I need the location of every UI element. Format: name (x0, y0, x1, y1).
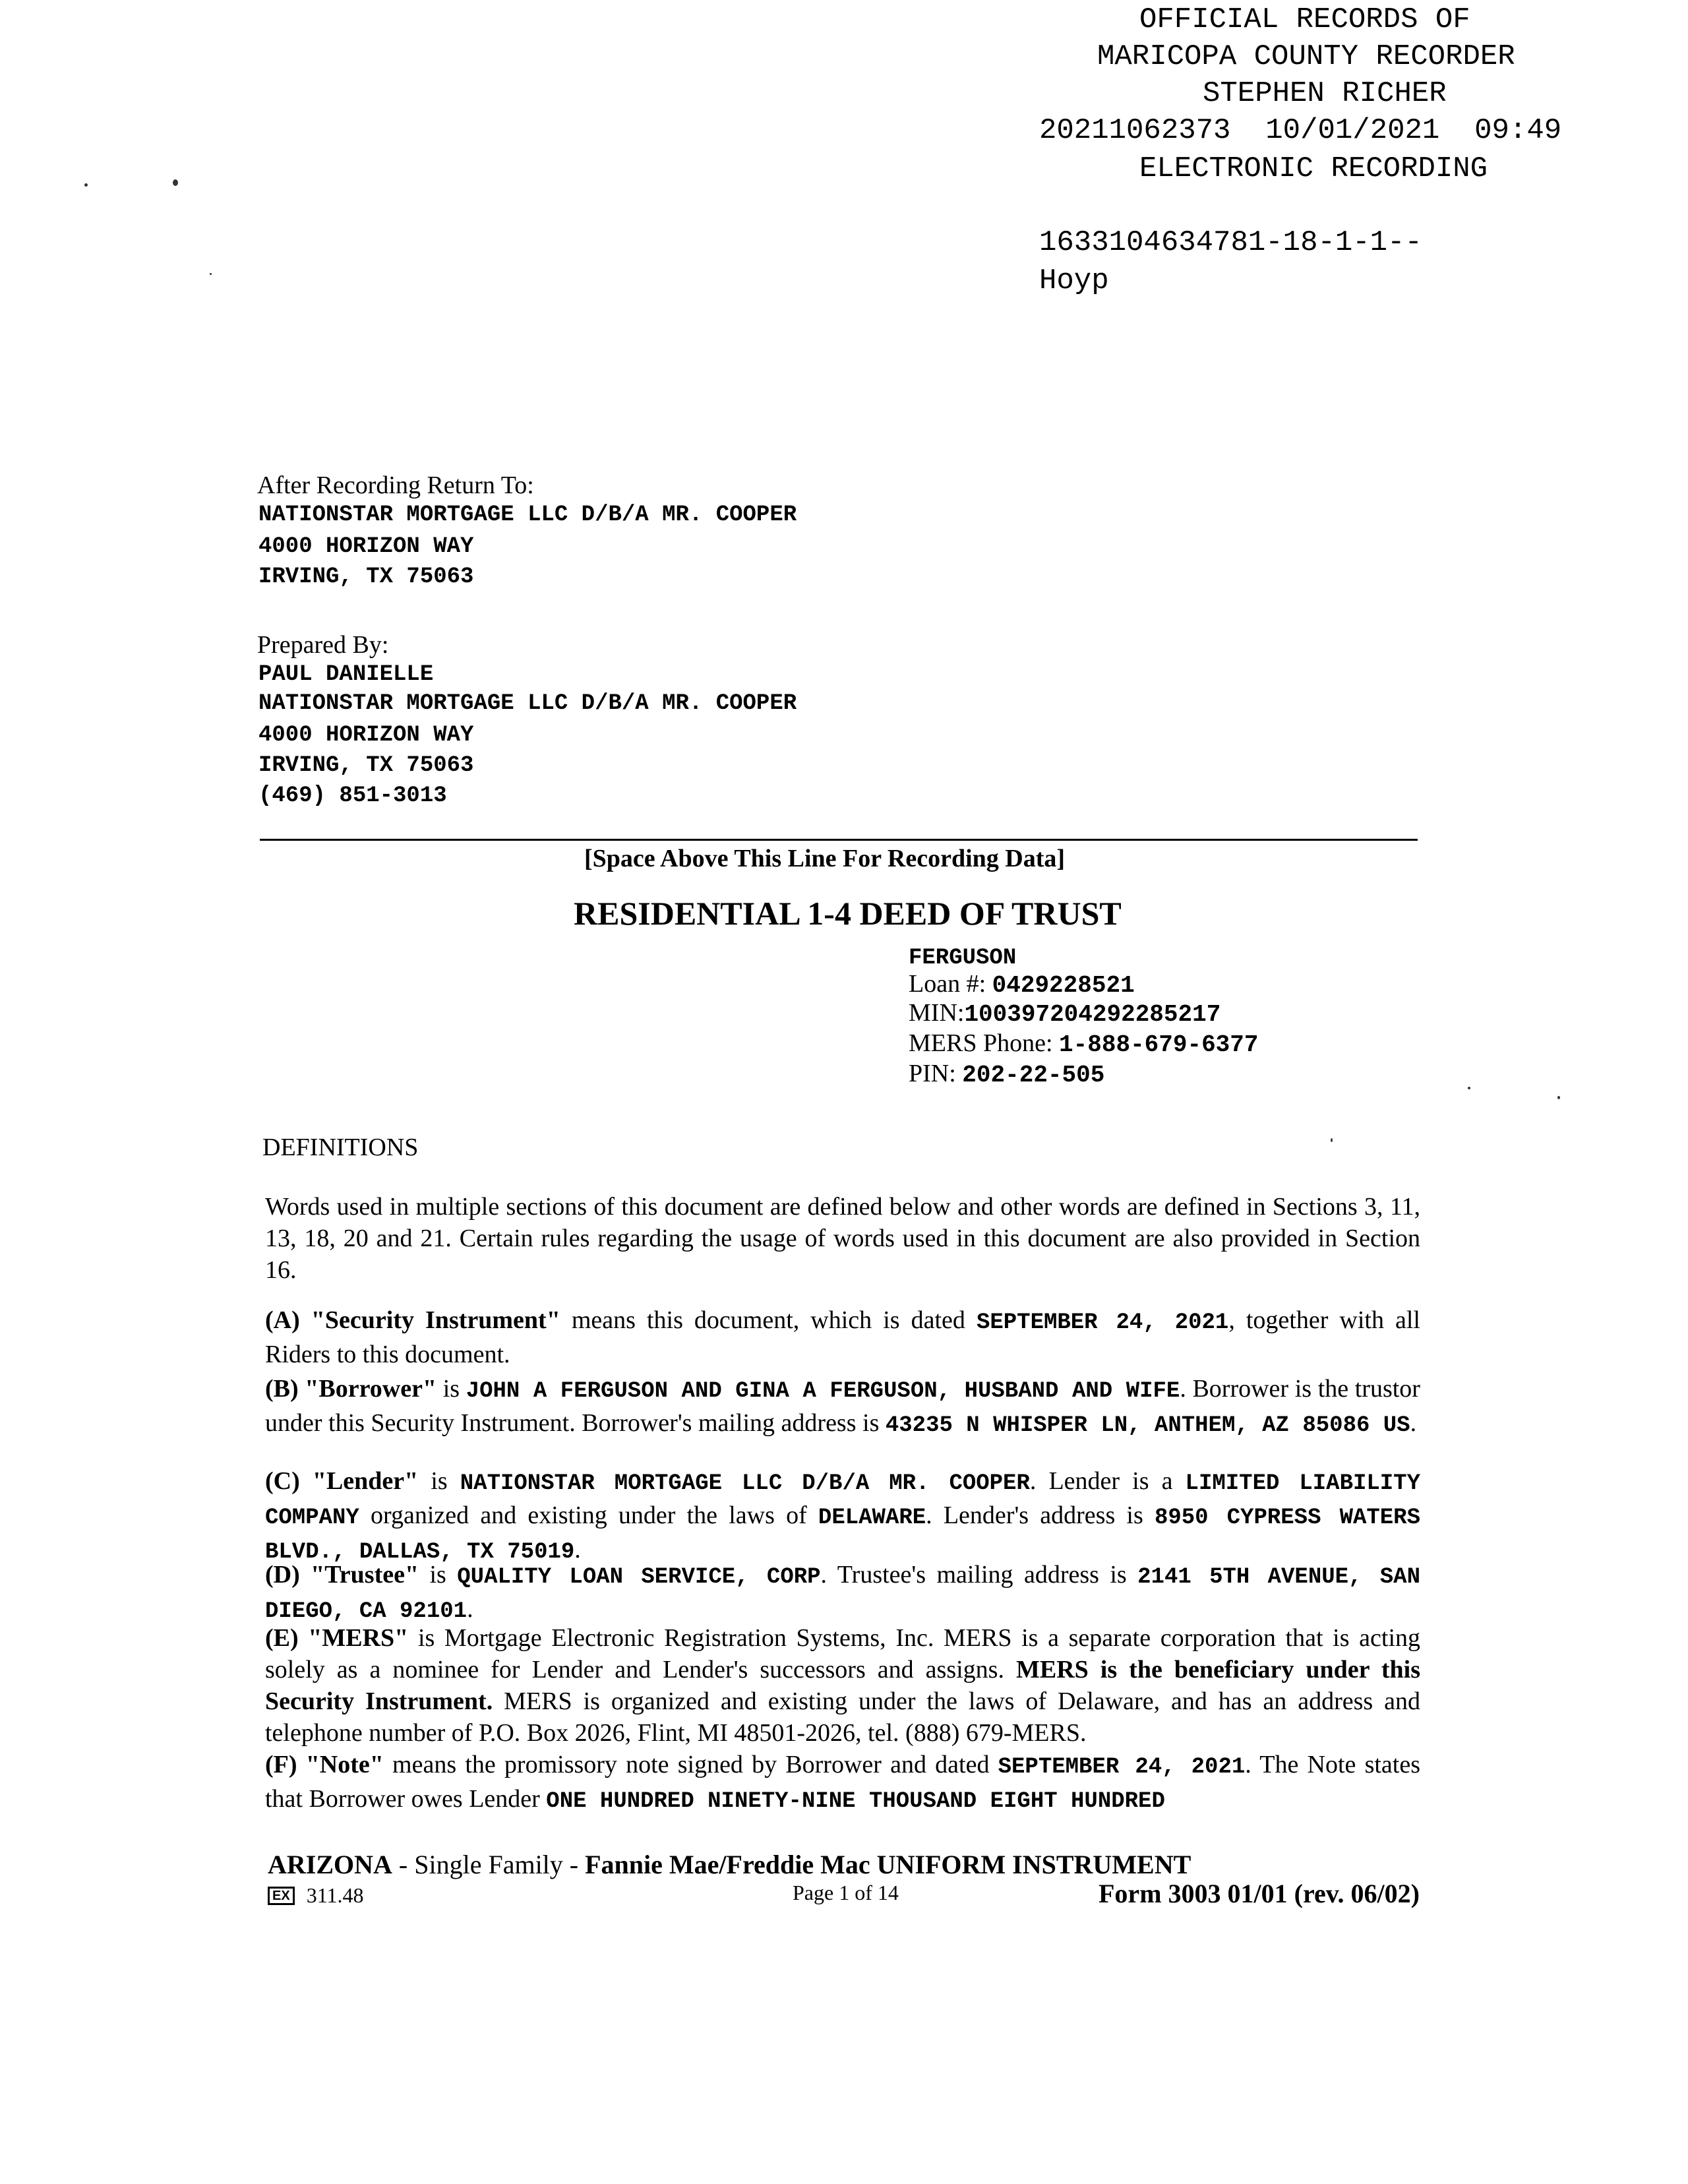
recorder-line-4: 20211062373 10/01/2021 09:49 (1039, 114, 1562, 147)
mers-phone-row (909, 1029, 1259, 1058)
pin-number: 202-22-505 (962, 1062, 1105, 1089)
min-label: MIN: (909, 999, 965, 1027)
definition-d-text-2: . Trustee's mailing address is (820, 1561, 1138, 1589)
definition-d-text-3: . (467, 1595, 473, 1623)
definition-c-text-2: . Lender is a (1029, 1467, 1186, 1495)
definitions-heading: DEFINITIONS (262, 1134, 419, 1161)
recorder-doc-id: 1633104634781-18-1-1-- (1039, 226, 1422, 259)
definition-b-text-2: . Borrower is the trustor under this Security Instrument. Borrower's mailing address is (265, 1375, 1420, 1437)
security-instrument-date: SEPTEMBER 24, 2021 (976, 1310, 1229, 1335)
lender-state: DELAWARE (818, 1505, 926, 1531)
definition-f-text: means the promissory note signed by Borrower and dated (383, 1751, 998, 1778)
footer-form-title (268, 1849, 1191, 1880)
definition-c-label: (C) "Lender" (265, 1467, 419, 1495)
prepared-by-city: IRVING, TX 75063 (258, 753, 474, 778)
lender-entity-type: LIMITED LIABILITY COMPANY (265, 1471, 1420, 1531)
return-to-street: 4000 HORIZON WAY (258, 534, 474, 559)
page-number: Page 1 of 14 (793, 1881, 899, 1904)
definition-b-label: (B) "Borrower" (265, 1375, 437, 1403)
trustee-name: QUALITY LOAN SERVICE, CORP (457, 1565, 821, 1590)
footer-state: ARIZONA (268, 1850, 392, 1879)
return-to-name: NATIONSTAR MORTGAGE LLC D/B/A MR. COOPER (258, 502, 797, 528)
scan-speck (1331, 1138, 1333, 1142)
definitions-intro: Words used in multiple sections of this document are defined below and other words are defined in Sections 3, 11, 13, 18, 20 and 21. Certain rules regarding the usage of words used in this document are also provided in Section 16. (265, 1193, 1420, 1284)
mers-phone-label: MERS Phone: (909, 1029, 1060, 1057)
min-number: 100397204292285217 (964, 1001, 1221, 1028)
recorder-line-5: ELECTRONIC RECORDING (1139, 152, 1488, 185)
document-title: RESIDENTIAL 1-4 DEED OF TRUST (574, 895, 1122, 932)
definition-d (265, 1559, 1420, 1627)
definition-d-text: is (419, 1561, 458, 1589)
prepared-by-street: 4000 HORIZON WAY (258, 723, 474, 748)
scan-speck (173, 179, 178, 186)
recording-data-divider (260, 839, 1418, 841)
mers-phone: 1-888-679-6377 (1059, 1031, 1259, 1058)
footer-code-row (268, 1883, 364, 1908)
borrower-names: JOHN A FERGUSON AND GINA A FERGUSON, HUSBAND AND WIFE (466, 1379, 1180, 1404)
definition-e-text-2: MERS is organized and existing under the laws of Delaware, and has an address and telephone number of P.O. Box 2026, Flint, MI 48501-2026, tel. (888) 679-MERS. (265, 1687, 1420, 1747)
pin-label: PIN: (909, 1060, 963, 1087)
loan-number-label: Loan #: (909, 970, 992, 998)
trustee-address: 2141 5TH AVENUE, SAN DIEGO, CA 92101 (265, 1565, 1420, 1624)
definition-f-text-2: . The Note states that Borrower owes Lender (265, 1751, 1420, 1813)
prepared-by-person: PAUL DANIELLE (258, 662, 434, 687)
recorder-line-1: OFFICIAL RECORDS OF (1139, 3, 1470, 36)
definition-e-text: is Mortgage Electronic Registration Systems, Inc. MERS is a separate corporation that is acting solely as a nominee for Lender and Lender's successors and assigns. (265, 1624, 1421, 1684)
recorder-clerk: Hoyp (1039, 264, 1109, 297)
scan-speck (1468, 1087, 1470, 1089)
definition-c-text-4: . Lender's address is (926, 1502, 1155, 1529)
loan-number: 0429228521 (992, 972, 1135, 999)
borrower-address: 43235 N WHISPER LN, ANTHEM, AZ 85086 US (885, 1413, 1410, 1438)
definition-a-text: means this document, which is dated (560, 1306, 977, 1334)
definition-d-label: (D) "Trustee" (265, 1561, 419, 1589)
definition-b-text-3: . (1410, 1409, 1417, 1437)
min-row (909, 998, 1221, 1028)
form-number: Form 3003 01/01 (rev. 06/02) (1099, 1879, 1420, 1908)
note-date: SEPTEMBER 24, 2021 (998, 1755, 1246, 1780)
definition-c-text-5: . (574, 1536, 581, 1563)
definition-a-text-2: , together with all Riders to this document. (265, 1306, 1420, 1368)
definition-a (265, 1304, 1420, 1370)
pin-row (909, 1059, 1104, 1089)
scan-speck (210, 273, 212, 275)
definition-c-text: is (418, 1467, 460, 1495)
footer-form-desc: - Single Family - (392, 1850, 586, 1879)
footer-code: 311.48 (306, 1883, 364, 1907)
definition-b (265, 1373, 1420, 1441)
loan-number-row (909, 969, 1135, 999)
footer-instrument: Fannie Mae/Freddie Mac UNIFORM INSTRUMENT (585, 1850, 1191, 1879)
definition-c (265, 1465, 1420, 1568)
note-amount: ONE HUNDRED NINETY-NINE THOUSAND EIGHT HUNDRED (546, 1789, 1165, 1814)
space-above-caption: [Space Above This Line For Recording Data] (584, 845, 1066, 872)
borrower-surname: FERGUSON (909, 946, 1017, 971)
lender-name: NATIONSTAR MORTGAGE LLC D/B/A MR. COOPER (460, 1471, 1030, 1496)
definition-e-label: (E) "MERS" (265, 1624, 409, 1652)
lender-address: 8950 CYPRESS WATERS BLVD., DALLAS, TX 75019 (265, 1505, 1420, 1565)
return-to-label: After Recording Return To: (257, 471, 534, 499)
prepared-by-name: NATIONSTAR MORTGAGE LLC D/B/A MR. COOPER (258, 691, 797, 716)
mers-beneficiary-statement: MERS is the beneficiary under this Security Instrument. (265, 1656, 1420, 1715)
definition-e (265, 1622, 1420, 1749)
scan-speck (84, 183, 88, 187)
definition-f (265, 1749, 1420, 1817)
recorder-line-2: MARICOPA COUNTY RECORDER (1097, 40, 1515, 73)
definition-b-text: is (437, 1375, 466, 1403)
definition-f-label: (F) "Note" (265, 1751, 384, 1778)
definition-a-label: (A) "Security Instrument" (265, 1306, 560, 1334)
return-to-city: IRVING, TX 75063 (258, 564, 474, 590)
definition-c-text-3: organized and existing under the laws of (359, 1502, 818, 1529)
prepared-by-phone: (469) 851-3013 (258, 783, 447, 808)
recorder-line-3: STEPHEN RICHER (1203, 77, 1447, 110)
prepared-by-label: Prepared By: (257, 631, 389, 659)
scan-speck (1557, 1096, 1560, 1099)
ex-badge-icon: EX (268, 1887, 295, 1905)
